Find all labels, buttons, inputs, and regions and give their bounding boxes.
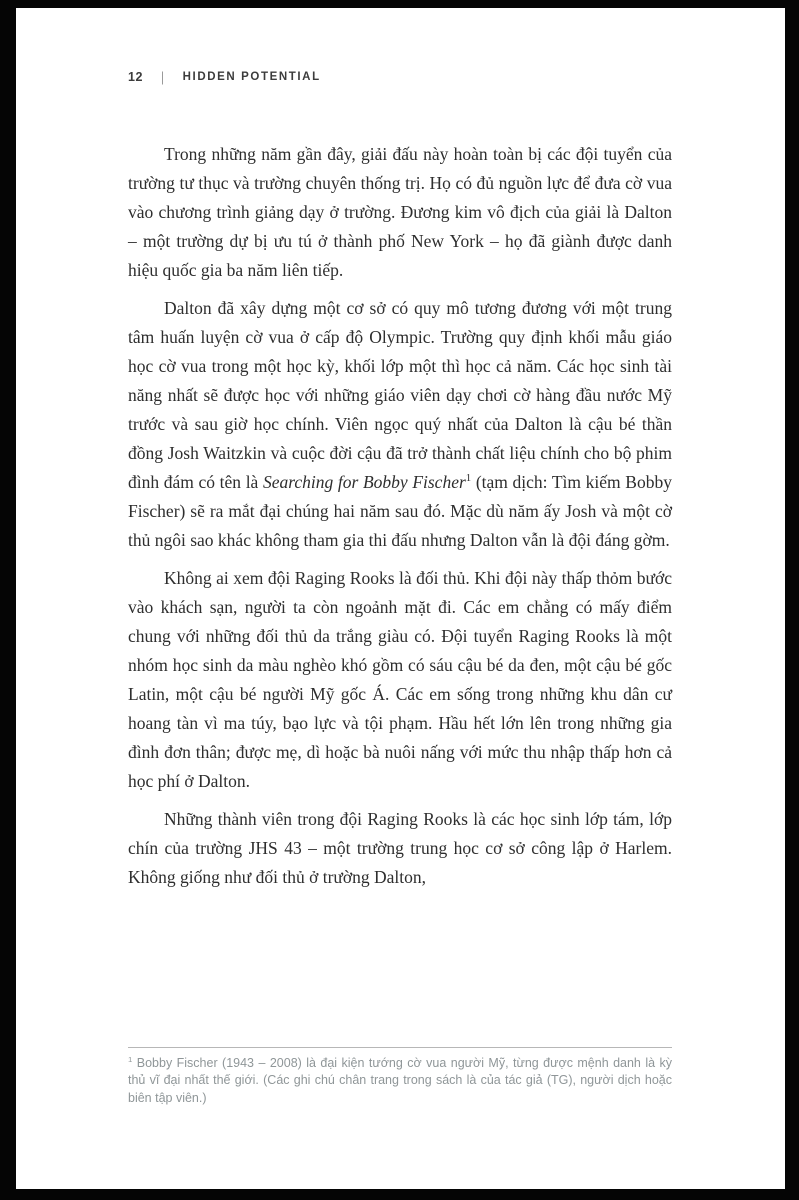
text-run: Bobby Fischer (1943 – 2008) là đại kiện tướng cờ vua người Mỹ, từng được mệnh danh là kỳ thủ vĩ đại nhất thế giới. (Các ghi chú chân trang trong sách là của tác giả (TG), người dịch hoặc biên tập viên.) — [128, 1055, 672, 1105]
italic-run: Searching for Bobby Fischer — [262, 472, 466, 492]
footnote-rule — [128, 1047, 672, 1048]
text-run: Những thành viên trong đội Raging Rooks là các học sinh lớp tám, lớp chín của trường JHS 43 – một trường trung học cơ sở công lập ở Harlem. Không giống như đối thủ ở trường Dalton, — [128, 809, 672, 887]
footnote-text — [128, 1055, 672, 1108]
paragraph — [128, 140, 672, 285]
book-page — [16, 8, 785, 1189]
body-text — [128, 140, 672, 892]
page-number: 12 — [128, 70, 143, 84]
text-run: Trong những năm gần đây, giải đấu này hoàn toàn bị các đội tuyển của trường tư thục và trường chuyên thống trị. Họ có đủ nguồn lực để đưa cờ vua vào chương trình giảng dạy ở trường. Đương kim vô địch của giải là Dalton – một trường dự bị ưu tú ở thành phố New York – họ đã giành được danh hiệu quốc gia ba năm liên tiếp. — [128, 144, 672, 280]
page-header — [128, 70, 672, 84]
paragraph — [128, 805, 672, 892]
text-run: Dalton đã xây dựng một cơ sở có quy mô tương đương với một trung tâm huấn luyện cờ vua ở cấp độ Olympic. Trường quy định khối mẫu giáo học cờ vua trong một học kỳ, khối lớp một thì học cả năm. Các học sinh tài năng nhất sẽ được học với những giáo viên dạy chơi cờ hàng đầu nước Mỹ trước và sau giờ học chính. Viên ngọc quý nhất của Dalton là cậu bé thần đồng Josh Waitzkin và cuộc đời cậu đã trở thành chất liệu chính cho bộ phim đình đám có tên là — [128, 298, 672, 492]
text-run: (tạm dịch: Tìm kiếm Bobby Fischer) sẽ ra mắt đại chúng hai năm sau đó. Mặc dù năm ấy Josh và một cờ thủ ngôi sao khác không tham gia thi đấu nhưng Dalton vẫn là đội đáng gờm. — [128, 472, 672, 550]
footnote-marker: 1 — [128, 1054, 133, 1064]
paragraph — [128, 564, 672, 796]
footnote-section — [128, 1047, 672, 1108]
header-separator: | — [160, 69, 165, 85]
footnote-marker: 1 — [465, 472, 472, 485]
text-run: Không ai xem đội Raging Rooks là đối thủ. Khi đội này thấp thỏm bước vào khách sạn, người ta còn ngoảnh mặt đi. Các em chẳng có mấy điểm chung với những đối thủ da trắng giàu có. Đội tuyển Raging Rooks là một nhóm học sinh da màu nghèo khó gồm có sáu cậu bé da đen, một cậu bé gốc Latin, một cậu bé người Mỹ gốc Á. Các em sống trong những khu dân cư hoang tàn vì ma túy, bạo lực và tội phạm. Hầu hết lớn lên trong những gia đình đơn thân; được mẹ, dì hoặc bà nuôi nấng với mức thu nhập thấp hơn cả học phí ở Dalton. — [128, 568, 672, 791]
paragraph — [128, 294, 672, 555]
book-title: HIDDEN POTENTIAL — [182, 71, 321, 83]
